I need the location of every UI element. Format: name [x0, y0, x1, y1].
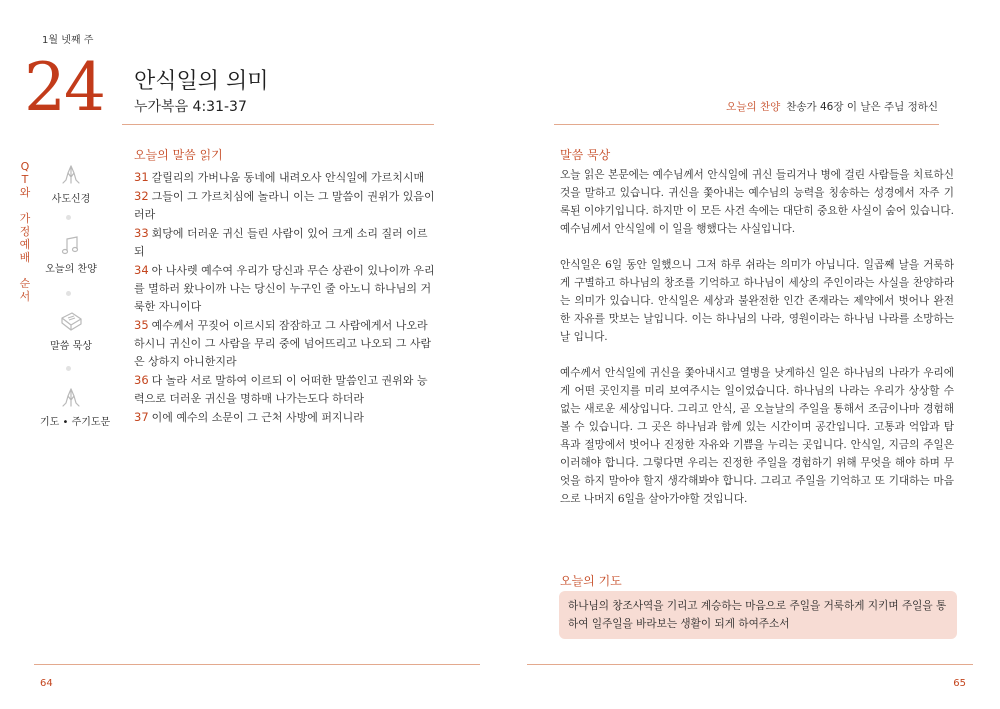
verse — [134, 408, 436, 427]
verse — [134, 261, 436, 316]
sidebar-divider-dot — [66, 215, 71, 220]
verse — [134, 224, 436, 261]
meditation-heading: 말씀 묵상 — [560, 148, 611, 162]
vertical-char: Q — [20, 160, 30, 173]
footer-rule-right — [527, 664, 973, 665]
sidebar-item-hymn — [40, 235, 102, 275]
reading-heading: 오늘의 말씀 읽기 — [134, 148, 223, 162]
page-title: 안식일의 의미 — [134, 69, 269, 94]
praying-hands-icon — [59, 386, 83, 410]
verse-text: 갈릴리의 가버나움 동네에 내려오사 안식일에 가르치시매 — [151, 171, 425, 184]
vertical-gap — [18, 264, 32, 277]
verse-text: 그들이 그 가르치심에 놀라니 이는 그 말씀이 권위가 있음이러라 — [134, 190, 435, 221]
prayer-heading: 오늘의 기도 — [560, 574, 622, 588]
vertical-gap — [18, 199, 32, 212]
vertical-char: 예 — [19, 238, 31, 251]
verse-number: 33 — [134, 226, 149, 240]
hymn-label: 오늘의 찬양 — [726, 101, 781, 113]
vertical-char: T — [21, 173, 29, 186]
verse-number: 34 — [134, 263, 149, 277]
sidebar-divider-dot — [66, 291, 71, 296]
meditation-paragraph: 오늘 읽은 본문에는 예수님께서 안식일에 귀신 들리거나 병에 걸린 사람들을 치료하신 것을 말하고 있습니다. 귀신을 쫓아내는 예수님의 능력을 칭송하는 성경에서 자주 기록된 이야기입니다. 하지만 이 모든 사건 속에는 대단히 중요한 사실이 숨어 있습니다. 예수님께서 안식일에 이 일을 행했다는 사실입니다. — [560, 169, 954, 235]
meditation-body — [560, 166, 954, 526]
vertical-char: 정 — [19, 225, 31, 238]
sidebar-item-label: 사도신경 — [51, 194, 91, 205]
verse — [134, 371, 436, 408]
verse-text: 이에 예수의 소문이 그 근처 사방에 퍼지니라 — [151, 411, 364, 424]
meditation-paragraph: 안식일은 6일 동안 일했으니 그저 하루 쉬라는 의미가 아닙니다. 일곱째 날을 거룩하게 구별하고 하나님의 창조를 기억하고 하나님이 세상의 주인이라는 사실을 찬양하라는 의미가 있습니다. 안식일은 세상과 불완전한 인간 존재라는 제약에서 벗어나 완전한 자유를 맛보는 날입니다. 이는 하나님의 나라, 영원이라는 하나님 나라를 소망하는 날 입니다. — [560, 259, 954, 343]
hymn-line — [726, 99, 938, 114]
header-rule-right — [554, 124, 939, 125]
sidebar-item-label: 오늘의 찬양 — [45, 264, 97, 275]
verse-text: 회당에 더러운 귀신 들린 사람이 있어 크게 소리 질러 이르되 — [134, 227, 428, 258]
sidebar-divider-dot — [66, 366, 71, 371]
hymn-text: 찬송가 46장 이 날은 주님 정하신 — [786, 101, 938, 113]
sidebar-item-meditation — [40, 310, 102, 352]
qt-order-vertical-label — [18, 160, 32, 303]
verse — [134, 316, 436, 371]
verse-number: 31 — [134, 170, 149, 184]
verse-number: 36 — [134, 373, 149, 387]
sidebar-item-label: 말씀 묵상 — [50, 341, 92, 352]
footer-rule-left — [34, 664, 480, 665]
verse-text: 다 놀라 서로 말하여 이르되 이 어떠한 말씀인고 권위와 능력으로 더러운 귀신을 명하매 나가는도다 하더라 — [134, 374, 428, 405]
verse — [134, 168, 436, 187]
scripture-reference: 누가복음 4:31-37 — [134, 99, 247, 115]
vertical-char: 서 — [19, 290, 31, 303]
vertical-char: 순 — [19, 277, 31, 290]
vertical-char: 배 — [19, 251, 31, 264]
book-icon — [58, 310, 84, 334]
page-number-left: 64 — [40, 678, 53, 689]
prayer-box: 하나님의 창조사역을 기리고 계승하는 마음으로 주일을 거룩하게 지키며 주일을 통하여 일주일을 바라보는 생활이 되게 하여주소서 — [559, 591, 957, 639]
verse-text: 예수께서 꾸짖어 이르시되 잠잠하고 그 사람에게서 나오라 하시니 귀신이 그 사람을 무리 중에 넘어뜨리고 나오되 그 사람은 상하지 아니한지라 — [134, 319, 432, 368]
vertical-char: 가 — [19, 212, 31, 225]
verse-text: 아 나사렛 예수여 우리가 당신과 무슨 상관이 있나이까 우리를 멸하러 왔나이까 나는 당신이 누구인 줄 아노니 하나님의 거룩한 자니이다 — [134, 264, 435, 313]
verse-number: 37 — [134, 410, 149, 424]
day-number: 24 — [24, 49, 104, 126]
sidebar-item-prayer — [40, 386, 111, 428]
page-number-right: 65 — [953, 678, 966, 689]
verse-list — [134, 168, 436, 427]
header-rule-left — [122, 124, 434, 125]
sidebar-item-creed — [40, 163, 102, 205]
sidebar-item-label: 기도 • 주기도문 — [40, 417, 111, 428]
verse-number: 35 — [134, 318, 149, 332]
vertical-char: 와 — [19, 186, 31, 199]
week-label: 1월 넷째 주 — [42, 35, 94, 46]
praying-hands-icon — [59, 163, 83, 187]
meditation-paragraph: 예수께서 안식일에 귀신을 쫓아내시고 열병을 낫게하신 일은 하나님의 나라가 우리에게 어떤 곳인지를 미리 보여주시는 일이었습니다. 하나님의 나라는 우리가 상상할 수 없는 새로운 세상입니다. 그리고 안식, 곧 오늘날의 주일을 통해서 조금이나마 경험해 볼 수 있습니다. 그 곳은 하나님과 함께 있는 시간이며 공간입니다. 고통과 억압과 탐욕과 절망에서 벗어나 진정한 자유와 기쁨을 누리는 곳입니다. 안식일, 지금의 주일은 이러해야 합니다. 그렇다면 우리는 진정한 주일을 경험하기 위해 무엇을 해야 하며 무엇을 하지 말아야 할지 생각해봐야 합니다. 그리고 주일을 기억하고 또 기대하는 마음으로 나머지 6일을 살아가야할 것입니다. — [560, 367, 954, 505]
verse-number: 32 — [134, 189, 149, 203]
music-note-icon — [59, 235, 83, 257]
verse — [134, 187, 436, 224]
